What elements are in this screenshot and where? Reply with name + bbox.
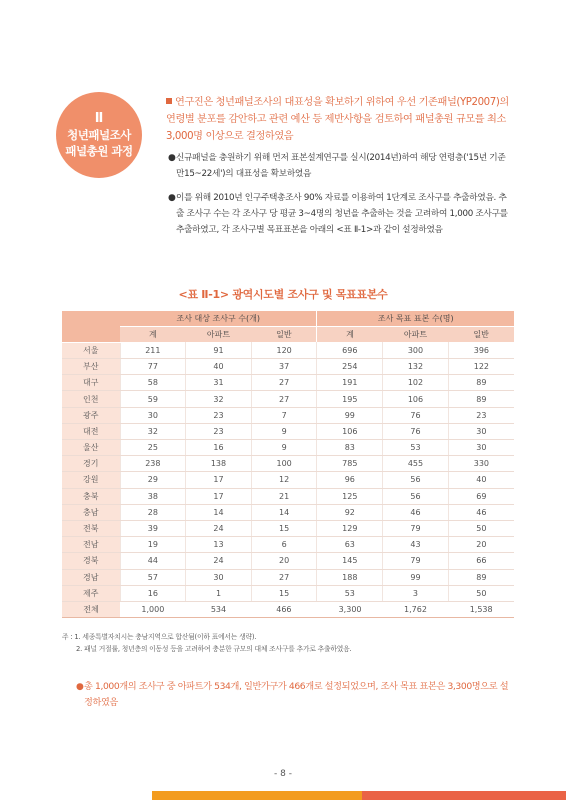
value-cell: 145 <box>317 553 383 569</box>
note-1: 주 : 1. 세종특별자치시는 충남지역으로 합산됨(이하 표에서는 생략). <box>62 633 257 641</box>
value-cell: 100 <box>251 456 317 472</box>
value-cell: 89 <box>448 569 514 585</box>
value-cell: 211 <box>120 342 186 358</box>
table-row <box>62 537 514 553</box>
sub-header: 아파트 <box>186 327 252 343</box>
region-cell: 전북 <box>62 520 120 536</box>
value-cell: 69 <box>448 488 514 504</box>
bullet-item-1 <box>168 150 512 182</box>
value-cell: 785 <box>317 456 383 472</box>
value-cell: 32 <box>186 391 252 407</box>
value-cell: 53 <box>317 585 383 601</box>
value-cell: 57 <box>120 569 186 585</box>
value-cell: 24 <box>186 520 252 536</box>
value-cell: 56 <box>383 488 449 504</box>
table-sub-header-row <box>62 327 514 343</box>
value-cell: 191 <box>317 375 383 391</box>
page-number: - 8 - <box>274 769 292 779</box>
table-row <box>62 375 514 391</box>
value-cell: 1,762 <box>383 601 449 617</box>
region-cell: 인천 <box>62 391 120 407</box>
value-cell: 76 <box>383 423 449 439</box>
value-cell: 3 <box>383 585 449 601</box>
value-cell: 76 <box>383 407 449 423</box>
table-row <box>62 359 514 375</box>
footer-bar-red <box>362 791 566 800</box>
value-cell: 14 <box>186 504 252 520</box>
table-row <box>62 342 514 358</box>
bullet-item-2 <box>168 190 512 238</box>
sub-header: 계 <box>120 327 186 343</box>
value-cell: 27 <box>251 391 317 407</box>
table-row <box>62 488 514 504</box>
value-cell: 14 <box>251 504 317 520</box>
value-cell: 24 <box>186 553 252 569</box>
value-cell: 106 <box>383 391 449 407</box>
table-row <box>62 440 514 456</box>
value-cell: 12 <box>251 472 317 488</box>
summary-text: 총 1,000개의 조사구 중 아파트가 534개, 일반가구가 466개로 설정되었으며, 조사 목표 표본은 3,300명으로 설정하였음 <box>84 681 509 708</box>
value-cell: 17 <box>186 472 252 488</box>
value-cell: 46 <box>448 504 514 520</box>
value-cell: 330 <box>448 456 514 472</box>
value-cell: 25 <box>120 440 186 456</box>
sub-header: 일반 <box>251 327 317 343</box>
square-bullet-icon <box>166 98 172 104</box>
bullet-text-2: 이를 위해 2010년 인구주택총조사 90% 자료를 이용하여 1단계로 조사구를 추출하였음. 추출 조사구 수는 각 조사구 당 평균 3~4명의 청년을 추출하는 것을 고려하여 1,000 조사구를 추출하였고, 각 조사구별 목표표본을 아래의 <표 Ⅱ-1>과 같이 설정하였음 <box>176 193 508 235</box>
table-row <box>62 407 514 423</box>
value-cell: 30 <box>120 407 186 423</box>
sub-header: 아파트 <box>383 327 449 343</box>
footer-bar-orange <box>152 791 362 800</box>
value-cell: 27 <box>251 375 317 391</box>
value-cell: 455 <box>383 456 449 472</box>
value-cell: 99 <box>317 407 383 423</box>
value-cell: 1,538 <box>448 601 514 617</box>
region-cell: 울산 <box>62 440 120 456</box>
value-cell: 1 <box>186 585 252 601</box>
lead-text: 연구진은 청년패널조사의 대표성을 확보하기 위하여 우선 기존패널(YP2007)의 연령별 분포를 감안하고 관련 예산 등 제반사항을 검토하여 패널총원 규모를 최소 3,000명 이상으로 결정하였음 <box>166 97 509 142</box>
value-cell: 16 <box>120 585 186 601</box>
value-cell: 89 <box>448 375 514 391</box>
table-row <box>62 585 514 601</box>
value-cell: 396 <box>448 342 514 358</box>
value-cell: 91 <box>186 342 252 358</box>
value-cell: 120 <box>251 342 317 358</box>
value-cell: 79 <box>383 553 449 569</box>
value-cell: 16 <box>186 440 252 456</box>
value-cell: 1,000 <box>120 601 186 617</box>
value-cell: 3,300 <box>317 601 383 617</box>
value-cell: 15 <box>251 520 317 536</box>
region-cell: 강원 <box>62 472 120 488</box>
region-cell: 제주 <box>62 585 120 601</box>
bullet-dot-icon: ● <box>76 682 84 692</box>
bullet-dot-icon: ● <box>168 153 176 163</box>
value-cell: 20 <box>448 537 514 553</box>
value-cell: 300 <box>383 342 449 358</box>
summary-paragraph <box>76 679 514 711</box>
region-cell: 전체 <box>62 601 120 617</box>
section-title-line-2: 패널총원 과정 <box>65 144 133 158</box>
value-cell: 534 <box>186 601 252 617</box>
value-cell: 40 <box>448 472 514 488</box>
group-header-districts: 조사 대상 조사구 수(개) <box>120 311 317 327</box>
value-cell: 106 <box>317 423 383 439</box>
value-cell: 43 <box>383 537 449 553</box>
region-cell: 전남 <box>62 537 120 553</box>
value-cell: 89 <box>448 391 514 407</box>
region-cell: 대구 <box>62 375 120 391</box>
value-cell: 99 <box>383 569 449 585</box>
region-cell: 대전 <box>62 423 120 439</box>
table-row <box>62 569 514 585</box>
value-cell: 31 <box>186 375 252 391</box>
bullet-text-1: 신규패널을 충원하기 위해 먼저 표본설계연구를 실시(2014년)하여 해당 연령층('15년 기준 만15~22세')의 대표성을 확보하였음 <box>176 153 506 179</box>
value-cell: 466 <box>251 601 317 617</box>
value-cell: 23 <box>186 423 252 439</box>
value-cell: 92 <box>317 504 383 520</box>
value-cell: 138 <box>186 456 252 472</box>
region-cell: 광주 <box>62 407 120 423</box>
value-cell: 125 <box>317 488 383 504</box>
value-cell: 32 <box>120 423 186 439</box>
value-cell: 20 <box>251 553 317 569</box>
value-cell: 238 <box>120 456 186 472</box>
value-cell: 53 <box>383 440 449 456</box>
value-cell: 30 <box>448 440 514 456</box>
region-cell: 경남 <box>62 569 120 585</box>
value-cell: 30 <box>448 423 514 439</box>
value-cell: 38 <box>120 488 186 504</box>
value-cell: 9 <box>251 423 317 439</box>
value-cell: 66 <box>448 553 514 569</box>
table-row <box>62 520 514 536</box>
value-cell: 102 <box>383 375 449 391</box>
section-numeral: Ⅱ <box>94 111 104 126</box>
value-cell: 37 <box>251 359 317 375</box>
group-header-target-sample: 조사 목표 표본 수(명) <box>317 311 514 327</box>
lead-paragraph <box>166 94 512 145</box>
sub-header: 일반 <box>448 327 514 343</box>
section-title-line-1: 청년패널조사 <box>67 128 131 142</box>
table-row <box>62 423 514 439</box>
value-cell: 79 <box>383 520 449 536</box>
value-cell: 195 <box>317 391 383 407</box>
value-cell: 56 <box>383 472 449 488</box>
section-badge <box>56 92 142 178</box>
value-cell: 96 <box>317 472 383 488</box>
table-row <box>62 601 514 617</box>
value-cell: 83 <box>317 440 383 456</box>
table-row <box>62 553 514 569</box>
value-cell: 77 <box>120 359 186 375</box>
value-cell: 9 <box>251 440 317 456</box>
table-row <box>62 472 514 488</box>
table-caption: <표 Ⅱ-1> 광역시도별 조사구 및 목표표본수 <box>178 288 388 301</box>
value-cell: 28 <box>120 504 186 520</box>
table-group-header-row <box>62 311 514 327</box>
value-cell: 129 <box>317 520 383 536</box>
value-cell: 63 <box>317 537 383 553</box>
note-2: 2. 패널 거절률, 청년층의 이동성 등을 고려하여 충분한 규모의 대체 조사구를 추가로 추출하였음. <box>76 645 352 653</box>
region-cell: 경북 <box>62 553 120 569</box>
value-cell: 29 <box>120 472 186 488</box>
value-cell: 39 <box>120 520 186 536</box>
value-cell: 15 <box>251 585 317 601</box>
value-cell: 59 <box>120 391 186 407</box>
value-cell: 6 <box>251 537 317 553</box>
value-cell: 21 <box>251 488 317 504</box>
region-cell: 경기 <box>62 456 120 472</box>
value-cell: 40 <box>186 359 252 375</box>
region-cell: 충북 <box>62 488 120 504</box>
value-cell: 30 <box>186 569 252 585</box>
value-cell: 27 <box>251 569 317 585</box>
table-row <box>62 504 514 520</box>
region-cell: 서울 <box>62 342 120 358</box>
bullet-dot-icon: ● <box>168 193 176 203</box>
value-cell: 44 <box>120 553 186 569</box>
value-cell: 50 <box>448 520 514 536</box>
value-cell: 696 <box>317 342 383 358</box>
value-cell: 132 <box>383 359 449 375</box>
region-cell: 부산 <box>62 359 120 375</box>
value-cell: 19 <box>120 537 186 553</box>
table-row <box>62 456 514 472</box>
value-cell: 17 <box>186 488 252 504</box>
value-cell: 254 <box>317 359 383 375</box>
table-notes <box>62 631 532 655</box>
value-cell: 23 <box>448 407 514 423</box>
value-cell: 122 <box>448 359 514 375</box>
sub-header: 계 <box>317 327 383 343</box>
value-cell: 46 <box>383 504 449 520</box>
value-cell: 58 <box>120 375 186 391</box>
sample-table <box>62 311 514 618</box>
table-row <box>62 391 514 407</box>
value-cell: 13 <box>186 537 252 553</box>
value-cell: 7 <box>251 407 317 423</box>
value-cell: 50 <box>448 585 514 601</box>
region-cell: 충남 <box>62 504 120 520</box>
value-cell: 188 <box>317 569 383 585</box>
table-corner-cell <box>62 311 120 342</box>
value-cell: 23 <box>186 407 252 423</box>
